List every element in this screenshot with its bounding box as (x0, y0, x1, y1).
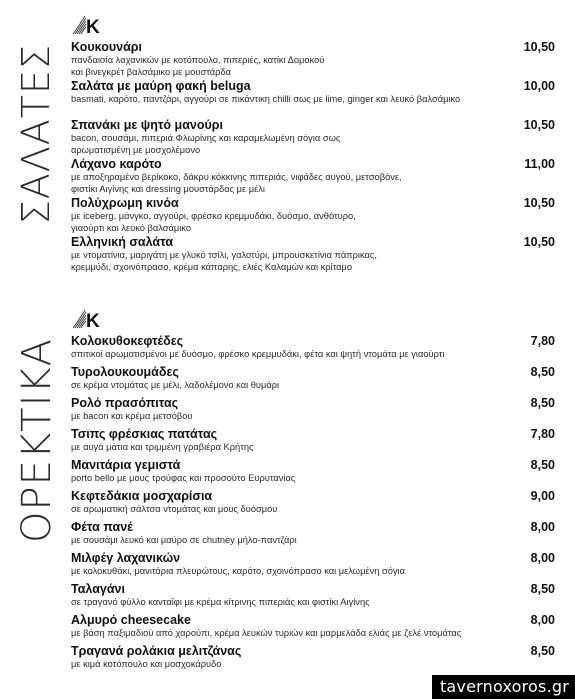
menu-item-price: 8,50 (530, 365, 555, 379)
menu-item-name: Μανιτάρια γεμιστά (71, 458, 181, 472)
menu-item (71, 79, 555, 118)
menu-item-description: με bacon και κρέμα μετσόβου (71, 411, 193, 421)
feather-k-logo-icon (71, 306, 103, 330)
menu-item (71, 613, 555, 644)
menu-item-description: σε αρωματική σάλτσα ντομάτας και μους δυόσμου (71, 504, 278, 514)
menu-item-price: 8,50 (530, 396, 555, 410)
menu-item-name: Κεφτεδάκια μοσχαρίσια (71, 489, 213, 503)
menu-item-price: 8,00 (530, 613, 555, 627)
menu-item-name: Ταλαγάνι (71, 582, 125, 596)
menu-item-price: 8,50 (530, 582, 555, 596)
salads-section (0, 8, 575, 300)
menu-item-description: γιαούρτι και λευκό βαλσάμικο (71, 222, 192, 233)
menu-item-name: Κολοκυθοκεφτέδες (71, 334, 184, 348)
menu-item (71, 40, 555, 79)
menu-item-price: 11,00 (524, 157, 555, 171)
menu-item-name: Αλμυρό cheesecake (71, 613, 191, 627)
menu-item-description: με σουσάμι λευκό και μαύρο σε chutney μήλο-παντζάρι (71, 535, 297, 545)
menu-item-description: σε τραγανό φύλλο κανταΐφι με κρέμα κίτρινης πιπεριάς και φιστίκι Αιγίνης (71, 597, 370, 607)
menu-item-description: και βινεγκρέτ βαλσάμικο με μουστάρδα (71, 66, 231, 77)
salads-logo-letter: K (86, 17, 100, 36)
menu-item-price: 8,50 (530, 458, 555, 472)
menu-item-description: με κιμά κοτόπουλο και μοσχοκάρυδο (71, 659, 222, 669)
menu-item-price: 10,50 (523, 40, 555, 54)
menu-item (71, 196, 555, 235)
menu-item-description: με αυγά μάτια και τριμμένη γραβιέρα Κρήτης (71, 442, 254, 452)
menu-item-description: αρωματισμένη με μοσχολέμονο (71, 144, 201, 155)
menu-item-name: Ελληνική σαλάτα (71, 235, 174, 249)
menu-item-name: Ρολό πρασόπιτας (71, 396, 179, 410)
menu-item-name: Φέτα πανέ (71, 520, 133, 534)
menu-item-description: φιστίκι Αιγίνης και dressing μουστάρδας με μέλι (71, 183, 265, 194)
menu-item-name: Λάχανο καρότο (71, 157, 162, 171)
menu-item (71, 551, 555, 582)
menu-item (71, 489, 555, 520)
menu-item-name: Πολύχρωμη κινόα (71, 196, 179, 210)
menu-item-price: 10,50 (523, 196, 555, 210)
menu-item-price: 8,00 (530, 520, 555, 534)
salads-list (71, 40, 555, 274)
menu-item-description: με ντοματίνια, μαριγάτη με γλυκό τσίλι, γαλοτύρι, μπρουσκετίνια πάπρικας, (71, 250, 377, 260)
menu-item-name: Μιλφέγ λαχανικών (71, 551, 181, 565)
menu-item-name: Τυρολουκουμάδες (71, 365, 179, 379)
menu-item-price: 9,00 (530, 489, 555, 503)
menu-item (71, 582, 555, 613)
appetizers-section-title: ΟΡΕΚΤΙΚΑ (14, 338, 60, 543)
menu-item-description: με αποξηραμένο βερίκοκο, δάκρυ κόκκινης πιπεριάς, νιφάδες αυγού, μετσοβόνε, (71, 172, 402, 182)
menu-item-description: porto bello με μους τρούφας και προσούτο Ευρυτανίας (71, 473, 296, 483)
appetizers-list (71, 334, 555, 675)
menu-item-name: Τσιπς φρέσκιας πατάτας (71, 427, 218, 441)
menu-item-description: με βάση παξιμαδιού από χαρούπι, κρέμα λευκών τυριών και μαρμελάδα ελιάς με ζελέ ντομάτας (71, 628, 462, 638)
watermark: tavernoxoros.gr (432, 675, 575, 699)
menu-item (71, 235, 555, 274)
menu-item (71, 365, 555, 396)
menu-item-description: bacon, σουσάμι, πιπεριά Φλωρίνης και καραμελωμένη σόγια σως (71, 133, 341, 143)
feather-k-logo-icon (71, 12, 103, 36)
menu-item (71, 334, 555, 365)
menu-item (71, 520, 555, 551)
menu-item-description: basmati, καρότο, παντζάρι, αγγούρι σε πικάντικη chilli σως με lime, ginger και λευκό βαλσάμικο (71, 94, 461, 104)
menu-item-description: κρεμμύδι, σχοινόπρασο, κρέμα κάπαρης, ελιές Καλαμών και κρίταμο (71, 261, 353, 272)
salads-section-title: ΣΑΛΑΤΕΣ (14, 44, 58, 225)
menu-item-price: 10,00 (523, 79, 555, 93)
menu-item (71, 118, 555, 157)
menu-item (71, 427, 555, 458)
menu-item (71, 396, 555, 427)
appetizers-section (0, 302, 575, 699)
menu-item-description: με iceberg, μάνγκο, αγγούρι, φρέσκο κρεμμυδάκι, δυόσμο, ανθότυρο, (71, 211, 356, 221)
menu-item-price: 7,80 (530, 427, 555, 441)
menu-item-price: 8,50 (530, 644, 555, 658)
menu-item-name: Τραγανά ρολάκια μελιτζάνας (71, 644, 242, 658)
menu-item (71, 458, 555, 489)
menu-item-name: Κουκουνάρι (71, 40, 142, 54)
menu-item-description: με κολοκυθάκι, μανιτάρια πλευρώτους, καρότο, σχοινόπρασο και μελωμένη σόγια (71, 566, 405, 576)
menu-item (71, 644, 555, 675)
menu-item-description: πανδαισία λαχανικών με κοτόπουλο, πιπεριές, κατίκι Δομοκού (71, 55, 325, 65)
menu-item-price: 10,50 (523, 118, 555, 132)
appetizers-logo-letter: K (86, 311, 100, 330)
menu-item-description: σπιτικοί αρωματισμένοι με δυόσμο, φρέσκο κρεμμυδάκι, φέτα και ψητή ντομάτα με γιαούρτι (71, 349, 445, 359)
menu-item-price: 7,80 (530, 334, 555, 348)
menu-item-description: σε κρέμα ντομάτας με μέλι, λαδολέμονο και θυμάρι (71, 380, 280, 390)
menu-item-price: 10,50 (523, 235, 555, 249)
menu-item-name: Σαλάτα με μαύρη φακή beluga (71, 79, 251, 93)
menu-item-name: Σπανάκι με ψητό μανούρι (71, 118, 223, 132)
menu-item-price: 8,00 (530, 551, 555, 565)
menu-item (71, 157, 555, 196)
